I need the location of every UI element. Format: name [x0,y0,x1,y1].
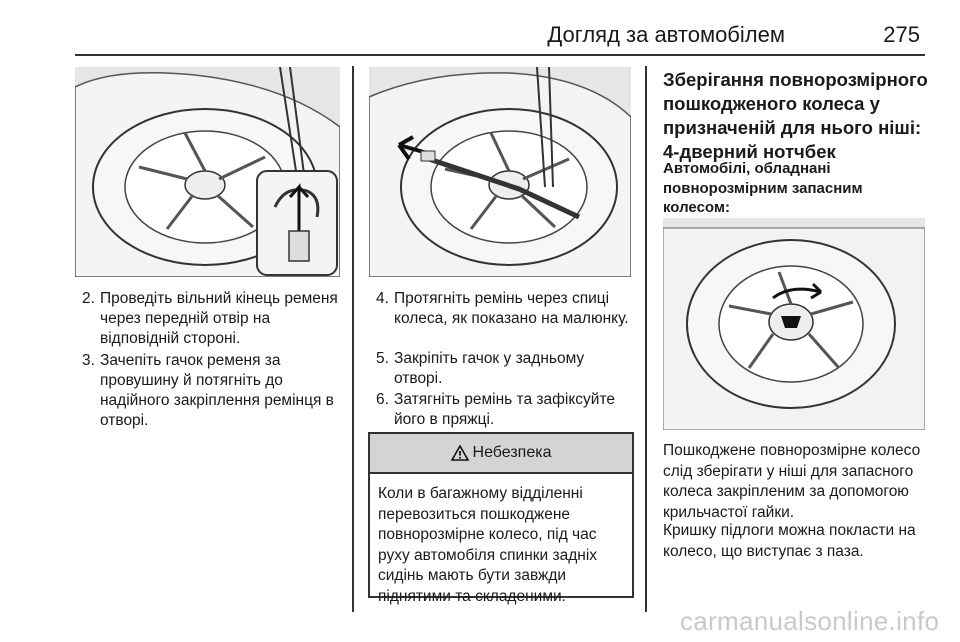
body-paragraph: Кришку підлоги можна покласти на колесо, що виступає з паза. [663,522,916,560]
figure-wing-nut [663,218,925,430]
warning-text: Коли в багажному відділенні перевозиться пошкоджене повнорозмірне колесо, під час руху автомобіля спинки задніх сидінь мають бути завжди піднятими та складеними. [378,485,598,605]
step-text: Затягніть ремінь та зафіксуйте його в пряжці. [394,391,615,428]
step-number: 3. [82,352,95,369]
step-text: Протягніть ремінь через спиці колеса, як показано на малюнку. [394,290,629,327]
step-number: 2. [82,290,95,307]
step-text: Закріпіть гачок у задньому отворі. [394,350,585,387]
column-divider [352,66,354,612]
figure-strap-hook [75,67,340,277]
step-text: Проведіть вільний кінець ременя через передній отвір на відповідній стороні. [100,290,338,347]
body-paragraph: Пошкоджене повнорозмірне колесо слід зберігати у ніші для запасного колеса закріпленим за допомогою крильчастої гайки. [663,442,921,521]
step-item [376,289,634,329]
warning-header [370,434,632,474]
step-item [376,349,634,389]
step-number: 4. [376,290,389,307]
warning-title: Небезпека [472,444,552,461]
section-title: Зберігання повнорозмірного пошкодженого колеса у призначеній для нього ніші: 4-дверний нотчбек [663,69,928,162]
step-text: Зачепіть гачок ременя за провушину й потягніть до надійного закріплення ремінця в отворі. [100,352,334,429]
watermark: carmanualsonline.info [680,606,940,636]
danger-warning-box [368,432,634,605]
page-number: 275 [883,22,920,47]
column-divider [645,66,647,612]
step-number: 5. [376,350,389,367]
step-number: 6. [376,391,389,408]
warning-triangle-icon [451,445,469,461]
running-header-title: Догляд за автомобілем [547,22,785,47]
step-item [376,390,634,430]
subsection-title: Автомобілі, обладнані повнорозмірним запасним колесом: [663,160,863,216]
header-rule [75,54,925,56]
step-item [82,289,344,349]
step-item [82,351,344,431]
figure-strap-through-spokes [369,67,631,277]
